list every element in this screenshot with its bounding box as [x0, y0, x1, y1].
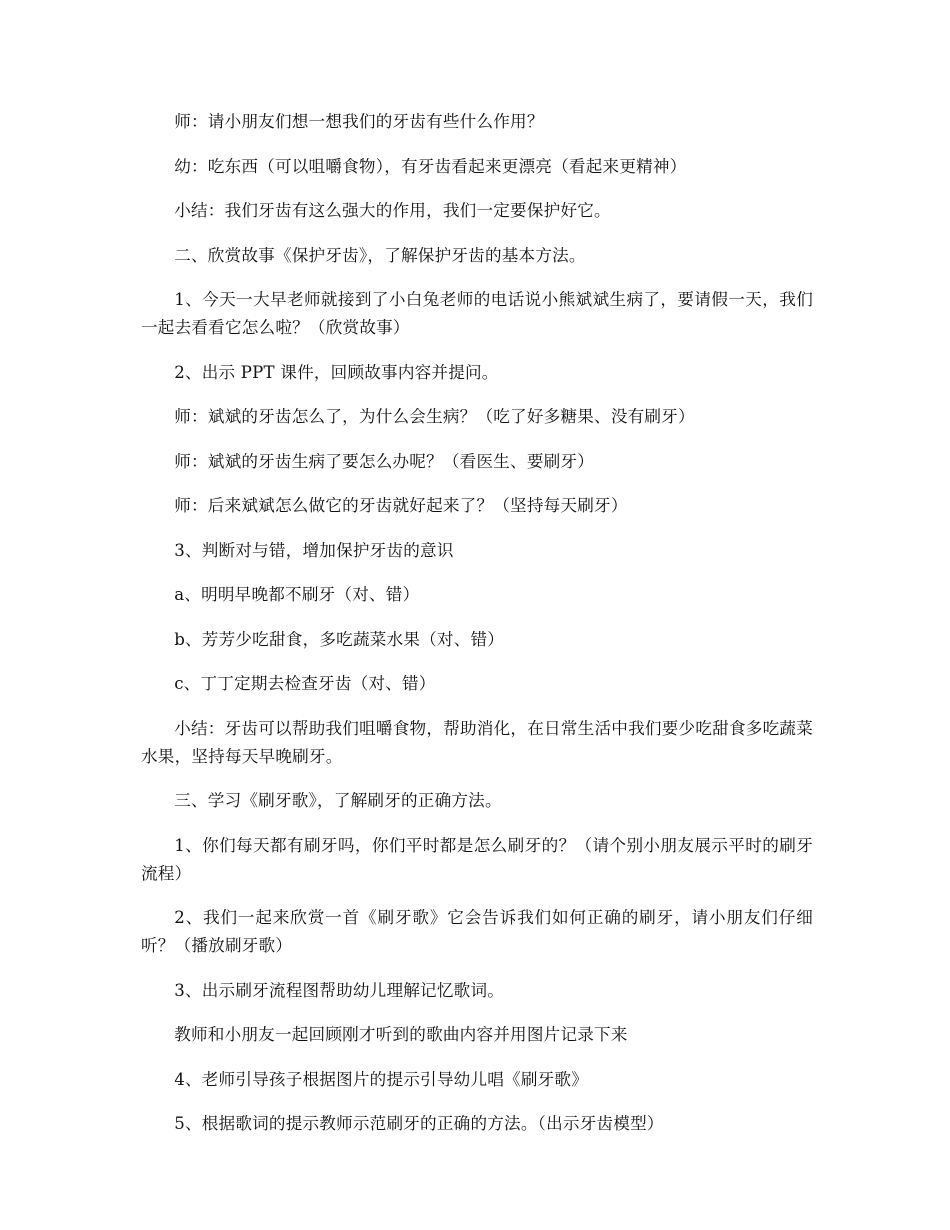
paragraph-flowchart: 3、出示刷牙流程图帮助幼儿理解记忆歌词。	[174, 980, 505, 1000]
paragraph-option-b: b、芳芳少吃甜食，多吃蔬菜水果（对、错）	[174, 629, 505, 649]
paragraph-option-a: a、明明早晚都不刷牙（对、错）	[174, 585, 420, 604]
paragraph-teacher-question-1: 师：斌斌的牙齿怎么了，为什么会生病？（吃了好多糖果、没有刷牙）	[174, 407, 695, 426]
paragraph-story-intro: 1、今天一大早老师就接到了小白兔老师的电话说小熊斌斌生病了，要请假一天，我们一起去看看它怎么啦？（欣赏故事）	[141, 290, 813, 337]
paragraph-judgement-intro: 3、判断对与错，增加保护牙齿的意识	[174, 540, 454, 560]
paragraph-review-with-pictures: 教师和小朋友一起回顾刚才听到的歌曲内容并用图片记录下来	[174, 1025, 628, 1044]
paragraph-demonstration: 5、根据歌词的提示教师示范刷牙的正确的方法。（出示牙齿模型）	[174, 1114, 664, 1133]
paragraph-brushing-question: 1、你们每天都有刷牙吗，你们平时都是怎么刷牙的？（请个别小朋友展示平时的刷牙流程）	[141, 835, 813, 883]
paragraph-ppt-review: 2、出示 PPT 课件，回顾故事内容并提问。	[174, 362, 499, 382]
paragraph-summary-1: 小结：我们牙齿有这么强大的作用，我们一定要保护好它。	[174, 201, 611, 220]
section-heading-3: 三、学习《刷牙歌》，了解刷牙的正确方法。	[174, 791, 502, 810]
paragraph-song-appreciation: 2、我们一起来欣赏一首《刷牙歌》它会告诉我们如何正确的刷牙，请小朋友们仔细听？（播放刷牙歌）	[141, 908, 813, 955]
paragraph-child-answer: 幼：吃东西（可以咀嚼食物），有牙齿看起来更漂亮（看起来更精神）	[174, 156, 687, 176]
paragraph-option-c: c、丁丁定期去检查牙齿（对、错）	[174, 674, 436, 693]
paragraph-teacher-question-3: 师：后来斌斌怎么做它的牙齿就好起来了？（坚持每天刷牙）	[174, 496, 628, 515]
paragraph-teacher-question-2: 师：斌斌的牙齿生病了要怎么办呢？（看医生、要刷牙）	[174, 451, 595, 471]
paragraph-sing-song: 4、老师引导孩子根据图片的提示引导幼儿唱《刷牙歌》	[174, 1069, 588, 1089]
document-body	[141, 108, 813, 1155]
paragraph-teacher-question-teeth-function: 师：请小朋友们想一想我们的牙齿有些什么作用？	[174, 112, 544, 131]
section-heading-2: 二、欣赏故事《保护牙齿》，了解保护牙齿的基本方法。	[174, 245, 586, 265]
paragraph-summary-2: 小结：牙齿可以帮助我们咀嚼食物，帮助消化，在日常生活中我们要少吃甜食多吃蔬菜水果，坚持每天早晚刷牙。	[141, 718, 813, 766]
